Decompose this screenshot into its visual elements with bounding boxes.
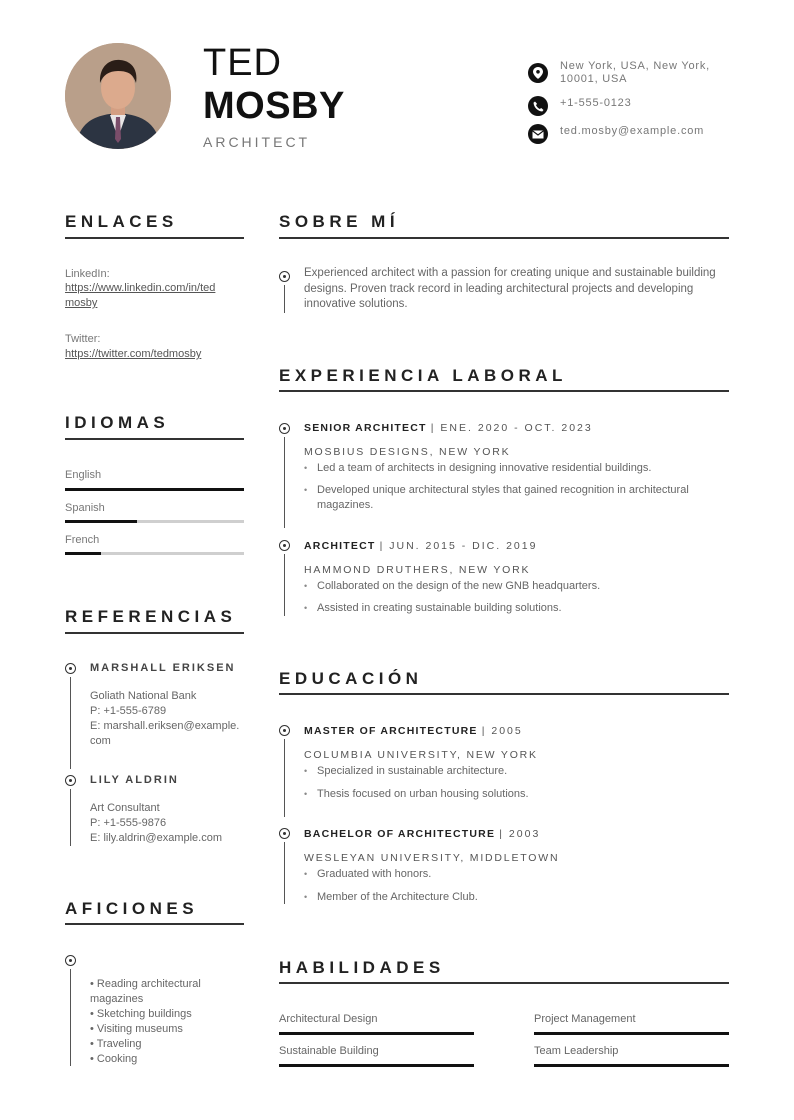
skill-level-bar (279, 1064, 474, 1067)
timeline-line (284, 285, 285, 313)
contact-address (528, 60, 728, 86)
degree-title: MASTER OF ARCHITECTURE (304, 725, 478, 737)
skill-name: Architectural Design (279, 1013, 378, 1025)
job-bullet: • Led a team of architects in designing innovative residential buildings. (304, 461, 729, 476)
skills-title: HABILIDADES (279, 958, 445, 977)
skill-level-bar (534, 1032, 729, 1035)
linkedin-link[interactable]: https://www.linkedin.com/in/ted mosby (65, 282, 216, 309)
skill-name: Team Leadership (534, 1045, 619, 1057)
job-bullet: • Assisted in creating sustainable building solutions. (304, 601, 729, 616)
last-name: MOSBY (203, 85, 345, 127)
reference-phone: P: +1-555-6789 (90, 705, 167, 717)
experience-divider (279, 390, 729, 392)
job-heading (304, 540, 537, 552)
hobbies-list (90, 977, 240, 1067)
job-heading (304, 422, 593, 434)
timeline-dot (65, 955, 76, 966)
language-level-fill (65, 488, 244, 491)
reference-email: E: lily.aldrin@example.com (90, 832, 223, 844)
timeline-dot (279, 540, 290, 551)
degree-heading (304, 828, 540, 840)
location-pin-icon (528, 63, 548, 83)
degree-bullets (304, 867, 729, 905)
language-name: Spanish (65, 502, 105, 514)
hobby-item: • Traveling (90, 1038, 142, 1050)
timeline-line (284, 554, 285, 616)
job-date: | ENE. 2020 - OCT. 2023 (430, 422, 593, 434)
timeline-dot (279, 271, 290, 282)
language-level-track (65, 488, 244, 491)
degree-year: | 2003 (499, 828, 541, 840)
language-level-fill (65, 520, 137, 523)
hobby-item: • Visiting museums (90, 1023, 183, 1035)
about-divider (279, 237, 729, 239)
languages-title: IDIOMAS (65, 413, 170, 432)
address-text: New York, USA, New York, 10001, USA (560, 60, 711, 85)
education-title: EDUCACIÓN (279, 669, 423, 688)
hobbies-title: AFICIONES (65, 899, 199, 918)
reference-email: E: marshall.eriksen@example.com (90, 720, 240, 747)
twitter-label: Twitter: (65, 333, 101, 345)
degree-bullets (304, 764, 729, 802)
twitter-link[interactable]: https://twitter.com/tedmosby (65, 348, 202, 360)
references-divider (65, 632, 244, 634)
hobby-item: • Cooking (90, 1053, 138, 1065)
job-title: SENIOR ARCHITECT (304, 422, 427, 434)
timeline-line (70, 789, 71, 846)
skill-name: Project Management (534, 1013, 636, 1025)
portrait-photo-icon (65, 43, 171, 149)
skill-name: Sustainable Building (279, 1045, 379, 1057)
timeline-line (284, 842, 285, 904)
degree-heading (304, 725, 523, 737)
job-bullet: • Collaborated on the design of the new GNB headquarters. (304, 579, 729, 594)
degree-bullet: • Member of the Architecture Club. (304, 890, 729, 905)
education-divider (279, 693, 729, 695)
job-title: ARCHITECT (304, 540, 376, 552)
degree-title: BACHELOR OF ARCHITECTURE (304, 828, 496, 840)
email-text: ted.mosby@example.com (560, 125, 705, 137)
email-icon (528, 124, 548, 144)
language-level-fill (65, 552, 101, 555)
links-divider (65, 237, 244, 239)
job-bullet: • Developed unique architectural styles that gained recognition in architectural magazines. (304, 483, 729, 513)
language-level-track (65, 520, 244, 523)
school-name: WESLEYAN UNIVERSITY, MIDDLETOWN (304, 852, 560, 864)
timeline-line (284, 739, 285, 817)
links-title: ENLACES (65, 212, 178, 231)
reference-name: LILY ALDRIN (90, 774, 179, 786)
language-name: French (65, 534, 100, 546)
timeline-line (284, 437, 285, 528)
languages-divider (65, 438, 244, 440)
hobbies-divider (65, 923, 244, 925)
phone-text: +1-555-0123 (560, 97, 632, 109)
profile-photo (65, 43, 171, 149)
hobby-item: • Sketching buildings (90, 1008, 192, 1020)
job-bullets (304, 461, 729, 513)
timeline-dot (279, 725, 290, 736)
timeline-dot (65, 663, 76, 674)
references-title: REFERENCIAS (65, 607, 237, 626)
school-name: COLUMBIA UNIVERSITY, NEW YORK (304, 749, 538, 761)
job-role: ARCHITECT (203, 134, 311, 150)
language-level-track (65, 552, 244, 555)
timeline-line (70, 677, 71, 769)
skill-level-bar (279, 1032, 474, 1035)
job-company: MOSBIUS DESIGNS, NEW YORK (304, 446, 511, 458)
about-text: Experienced architect with a passion for creating unique and sustainable building designs. Proven track record in leading architectural projects and developing innovative solutions. (304, 267, 716, 310)
timeline-dot (279, 423, 290, 434)
hobby-item: • Reading architectural magazines (90, 978, 201, 1005)
degree-bullet: • Specialized in sustainable architecture. (304, 764, 729, 779)
about-title: SOBRE MÍ (279, 212, 400, 231)
job-date: | JUN. 2015 - DIC. 2019 (379, 540, 538, 552)
job-company: HAMMOND DRUTHERS, NEW YORK (304, 564, 531, 576)
language-name: English (65, 469, 102, 481)
degree-bullet: • Graduated with honors. (304, 867, 729, 882)
first-name: TED (203, 42, 282, 84)
linkedin-label: LinkedIn: (65, 268, 110, 280)
reference-company: Goliath National Bank (90, 690, 197, 702)
timeline-dot (65, 775, 76, 786)
contact-phone (528, 96, 728, 116)
reference-name: MARSHALL ERIKSEN (90, 662, 236, 674)
degree-bullet: • Thesis focused on urban housing solutions. (304, 787, 729, 802)
degree-year: | 2005 (481, 725, 523, 737)
job-bullets (304, 579, 729, 616)
timeline-dot (279, 828, 290, 839)
experience-title: EXPERIENCIA LABORAL (279, 366, 567, 385)
phone-icon (528, 96, 548, 116)
skills-divider (279, 982, 729, 984)
skill-level-bar (534, 1064, 729, 1067)
timeline-line (70, 969, 71, 1066)
reference-company: Art Consultant (90, 802, 160, 814)
contact-email (528, 124, 728, 144)
reference-phone: P: +1-555-9876 (90, 817, 167, 829)
